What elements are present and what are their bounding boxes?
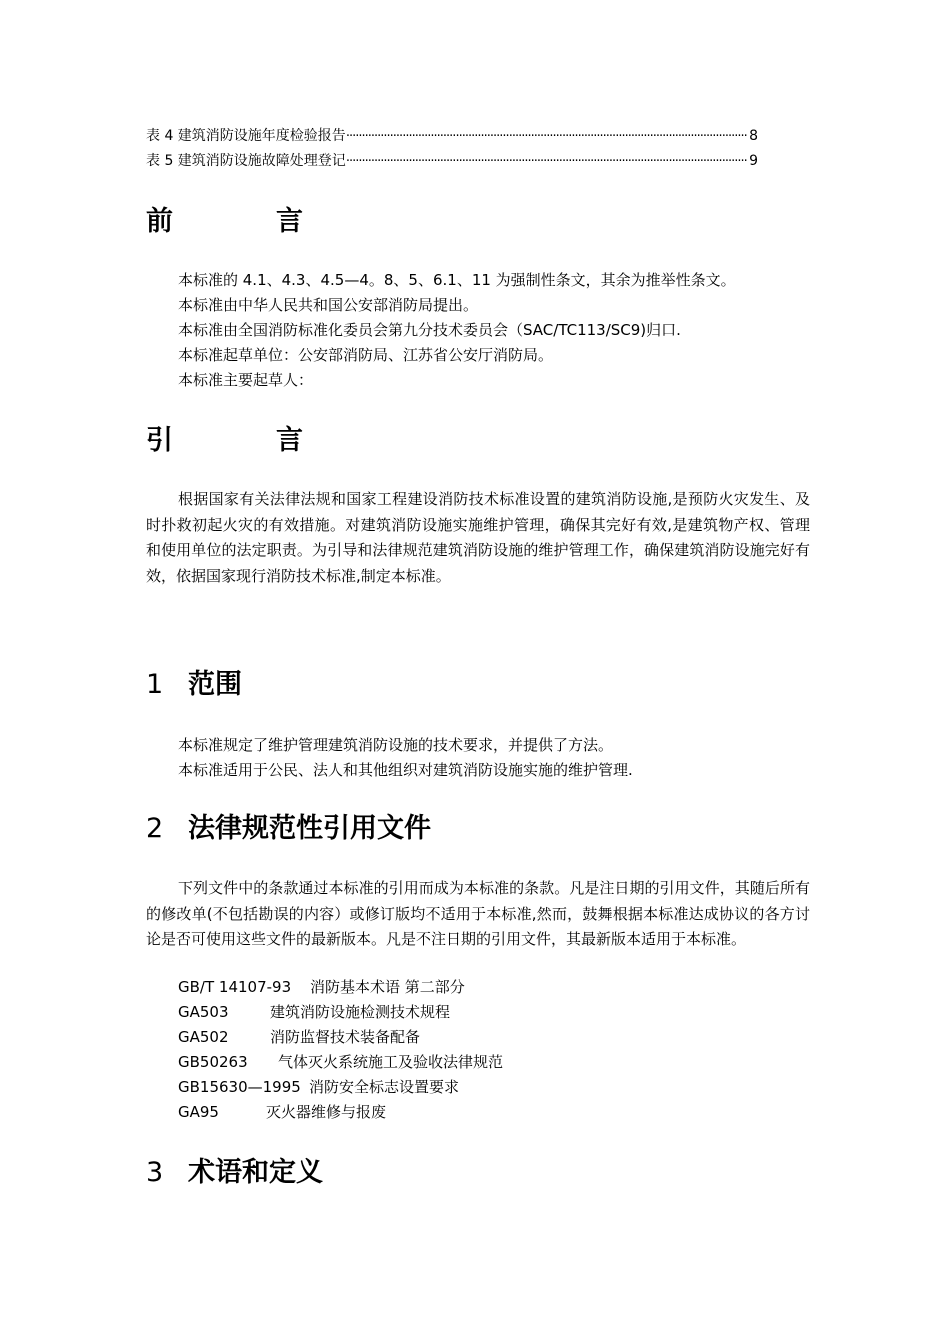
- section-3-heading: [146, 1155, 323, 1191]
- reference-code: GB15630—1995: [178, 1078, 301, 1096]
- introduction-heading: [146, 423, 303, 459]
- reference-code: GA502: [178, 1028, 229, 1046]
- reference-title: 建筑消防设施检测技术规程: [270, 1003, 451, 1021]
- reference-code: GA503: [178, 1003, 229, 1021]
- section-2-paragraph: 下列文件中的条款通过本标准的引用而成为本标准的条款。凡是注日期的引用文件，其随后所有的修改单(不包括勘误的内容）或修订版均不适用于本标准,然而，鼓舞根据本标准达成协议的各方讨论是否可使用这些文件的最新版本。凡是不注日期的引用文件，其最新版本适用于本标准。: [146, 879, 810, 948]
- reference-code: GB50263: [178, 1053, 248, 1071]
- section-1-line: 本标准适用于公民、法人和其他组织对建筑消防设施实施的维护管理.: [178, 761, 633, 779]
- foreword-line: 本标准由中华人民共和国公安部消防局提出。: [178, 296, 479, 314]
- reference-title: 消防监督技术装备配备: [270, 1028, 421, 1046]
- foreword-heading-left: 前: [146, 206, 173, 237]
- toc-leader-dots: [346, 152, 747, 172]
- toc-entry[interactable]: [146, 126, 758, 147]
- foreword-line: 本标准主要起草人：: [178, 371, 314, 389]
- section-title: 范围: [188, 669, 242, 700]
- foreword-line: 本标准由全国消防标准化委员会第九分技术委员会（SAC/TC113/SC9)归口.: [178, 321, 681, 339]
- toc-entry[interactable]: [146, 151, 758, 172]
- section-2-heading: [146, 811, 431, 847]
- reference-code: GA95: [178, 1103, 219, 1121]
- reference-item: [178, 1100, 386, 1124]
- reference-title: 气体灭火系统施工及验收法律规范: [278, 1053, 504, 1071]
- toc-page-number: 8: [749, 128, 758, 144]
- section-title: 术语和定义: [188, 1157, 323, 1188]
- reference-item: [178, 1000, 450, 1024]
- reference-code: GB/T 14107-93: [178, 978, 292, 996]
- foreword-heading: [146, 204, 303, 240]
- reference-item: [178, 1050, 503, 1074]
- reference-item: [178, 975, 465, 999]
- reference-item: [178, 1025, 420, 1049]
- section-1-line: 本标准规定了维护管理建筑消防设施的技术要求，并提供了方法。: [178, 736, 614, 754]
- reference-title: 灭火器维修与报废: [266, 1103, 387, 1121]
- section-number: 1: [146, 669, 164, 700]
- toc-page-number: 9: [749, 153, 758, 169]
- introduction-heading-left: 引: [146, 425, 173, 456]
- reference-item: [178, 1075, 459, 1099]
- reference-title: 消防安全标志设置要求: [309, 1078, 460, 1096]
- toc-entry-text: 表 4 建筑消防设施年度检验报告: [146, 128, 346, 144]
- section-title: 法律规范性引用文件: [188, 813, 431, 844]
- introduction-heading-right: 言: [276, 425, 303, 456]
- reference-title: 消防基本术语 第二部分: [310, 978, 465, 996]
- foreword-line: 本标准起草单位：公安部消防局、江苏省公安厅消防局。: [178, 346, 554, 364]
- foreword-heading-right: 言: [276, 206, 303, 237]
- toc-leader-dots: [346, 127, 747, 147]
- introduction-paragraph: 根据国家有关法律法规和国家工程建设消防技术标准设置的建筑消防设施,是预防火灾发生、及时扑救初起火灾的有效措施。对建筑消防设施实施维护管理，确保其完好有效,是建筑物产权、管理和使用单位的法定职责。为引导和法律规范建筑消防设施的维护管理工作，确保建筑消防设施完好有效，依据国家现行消防技术标准,制定本标准。: [146, 490, 810, 585]
- toc-entry-text: 表 5 建筑消防设施故障处理登记: [146, 153, 346, 169]
- foreword-line: 本标准的 4.1、4.3、4.5—4。8、5、6.1、11 为强制性条文，其余为推举性条文。: [178, 271, 736, 289]
- section-1-heading: [146, 667, 242, 703]
- section-number: 3: [146, 1157, 164, 1188]
- section-number: 2: [146, 813, 164, 844]
